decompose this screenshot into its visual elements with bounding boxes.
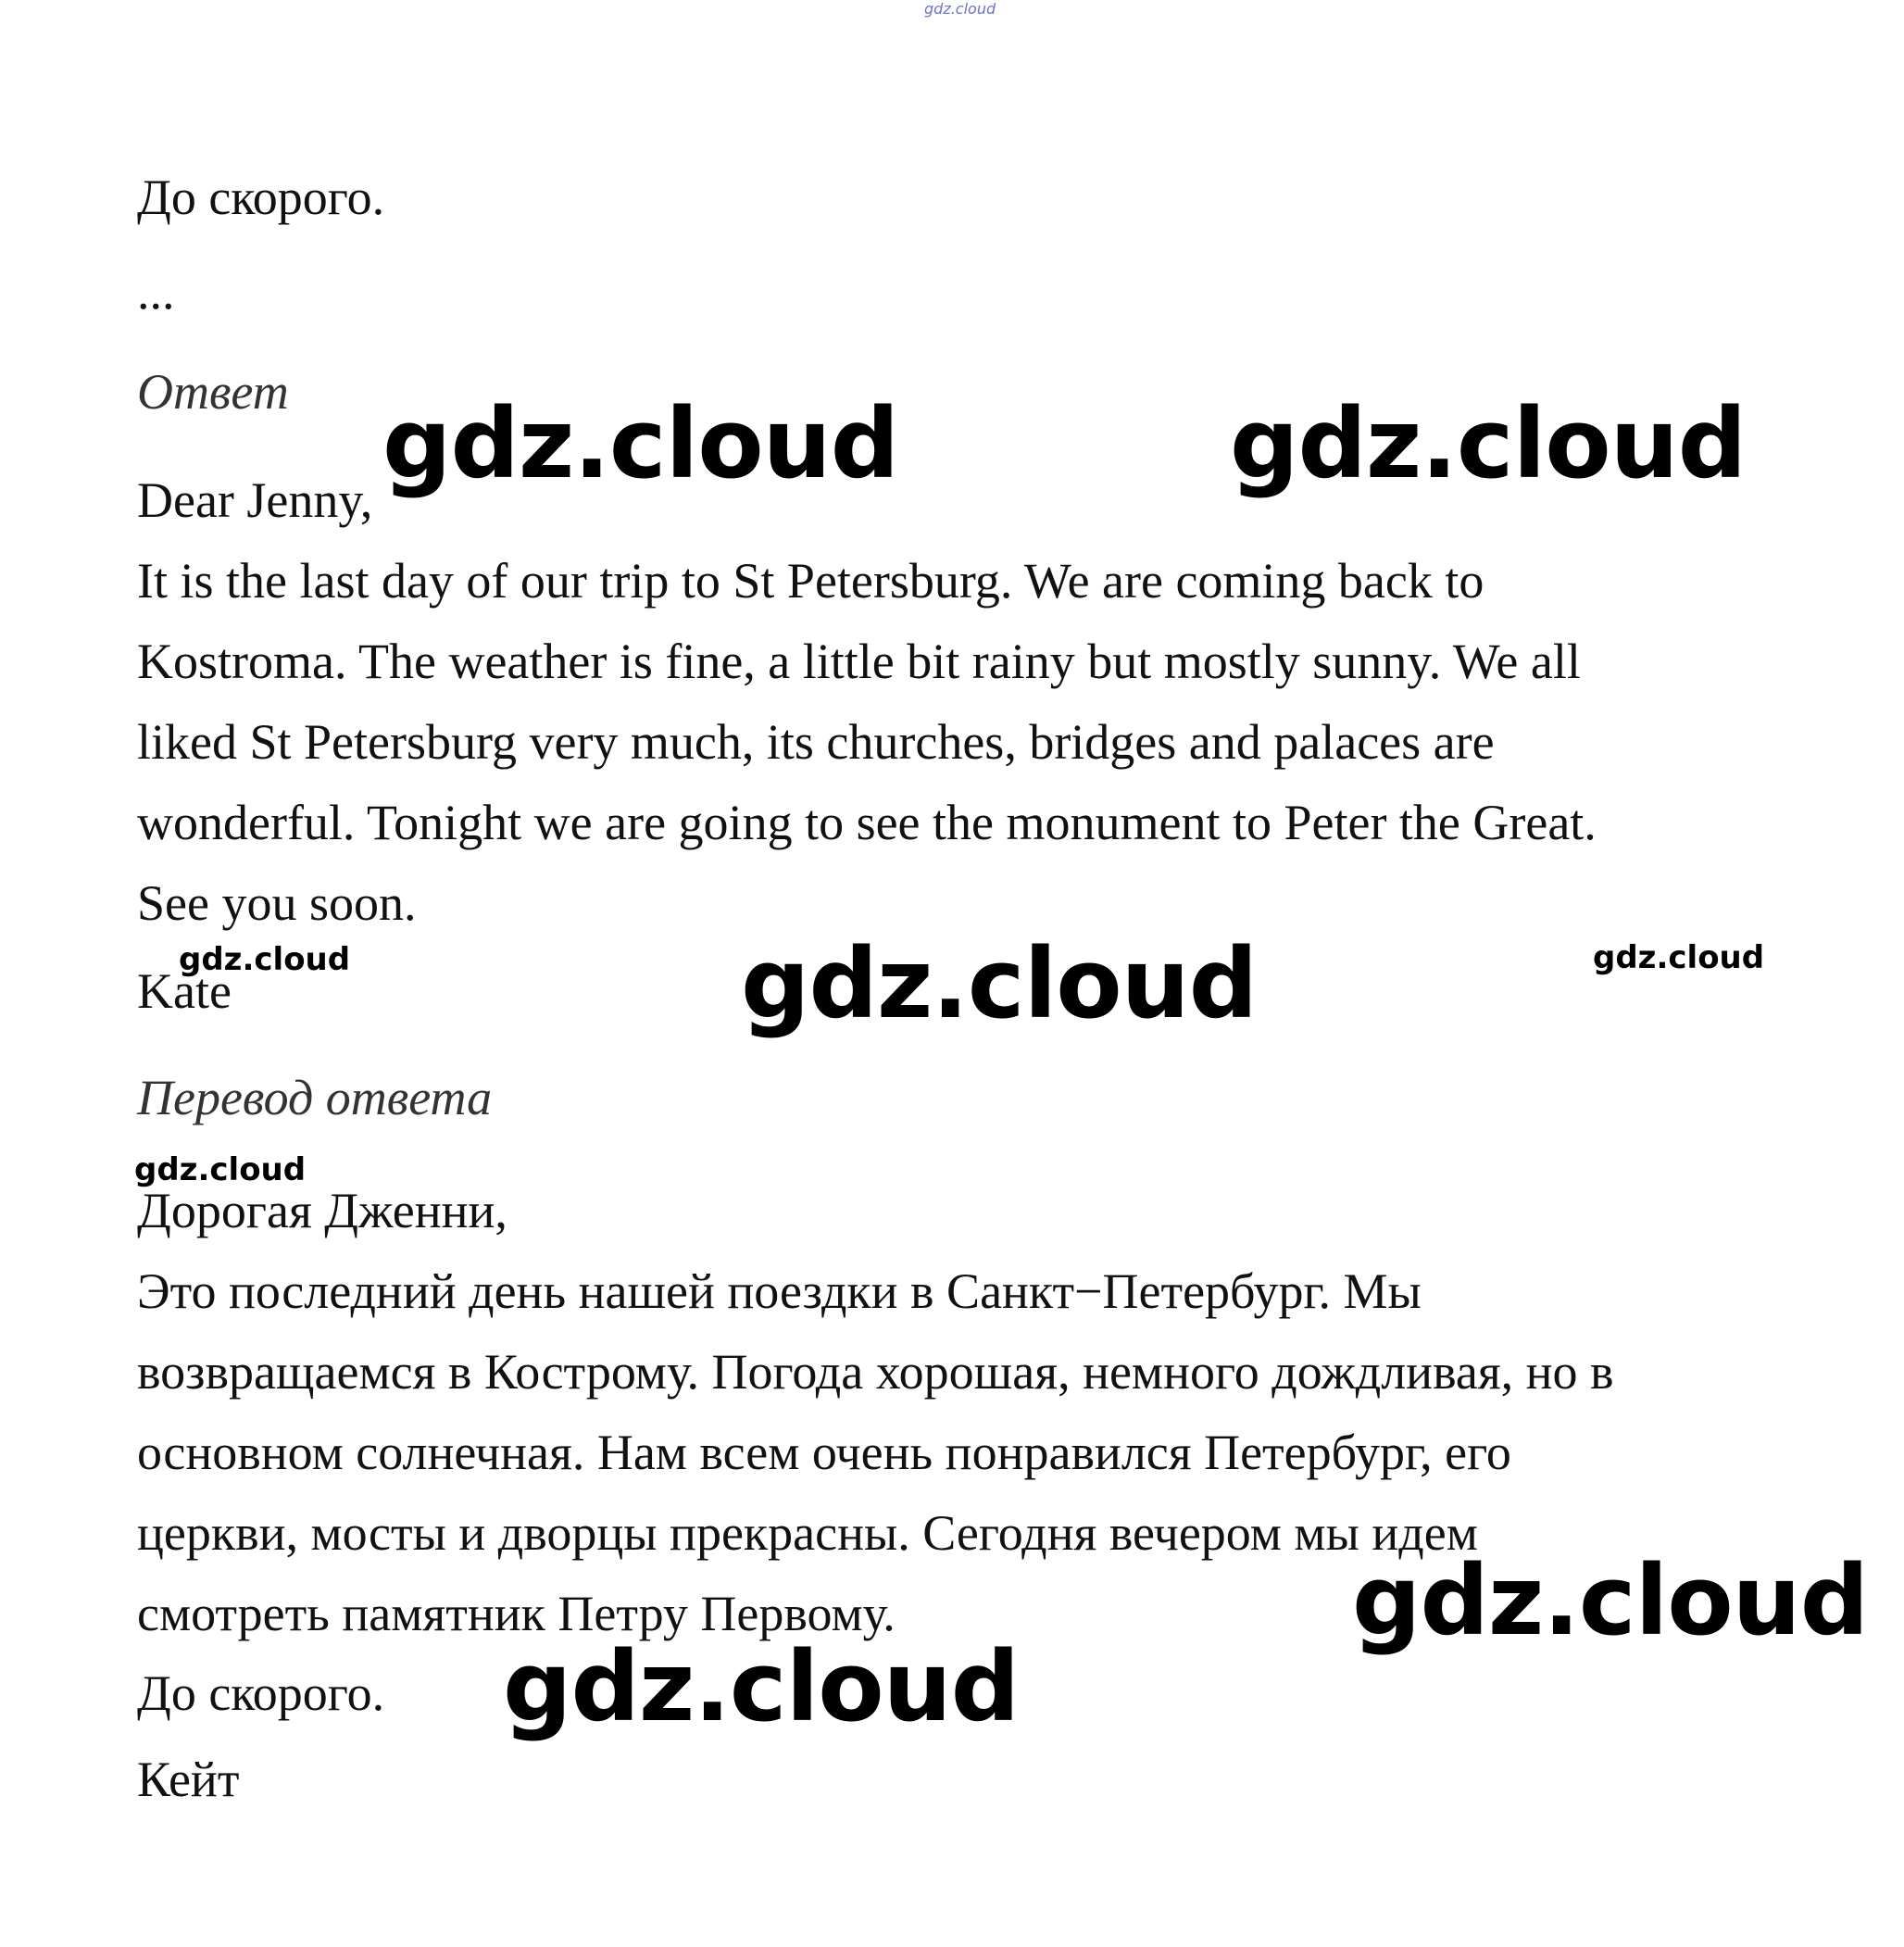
watermark: gdz.cloud bbox=[134, 1151, 307, 1188]
translation-line: смотреть памятник Петру Первому. bbox=[137, 1586, 896, 1641]
translation-closing: До скорого. bbox=[137, 1665, 385, 1721]
translation-line: церкви, мосты и дворцы прекрасны. Сегодня вечером мы идем bbox=[137, 1505, 1478, 1561]
translation-line: возвращаемся в Кострому. Погода хорошая, немного дождливая, но в bbox=[137, 1344, 1614, 1400]
answer-heading: Ответ bbox=[137, 364, 289, 420]
answer-line: Kostroma. The weather is fine, a little bit rainy but mostly sunny. We all bbox=[137, 634, 1581, 689]
answer-signature: Kate bbox=[137, 963, 232, 1019]
answer-line: It is the last day of our trip to St Petersburg. We are coming back to bbox=[137, 553, 1484, 609]
answer-line: liked St Petersburg very much, its churches, bridges and palaces are bbox=[137, 714, 1495, 770]
translation-line: основном солнечная. Нам всем очень понравился Петербург, его bbox=[137, 1425, 1511, 1480]
watermark: gdz.cloud bbox=[741, 927, 1258, 1040]
translation-greeting: Дорогая Дженни, bbox=[137, 1183, 507, 1238]
translation-heading: Перевод ответа bbox=[137, 1070, 493, 1125]
watermark: gdz.cloud bbox=[382, 387, 899, 500]
intro-closing: До скорого. bbox=[137, 170, 385, 225]
translation-line: Это последний день нашей поездки в Санкт−Петербург. Мы bbox=[137, 1263, 1422, 1319]
watermark: gdz.cloud bbox=[1593, 939, 1765, 976]
watermark: gdz.cloud bbox=[1230, 387, 1747, 500]
answer-line: wonderful. Tonight we are going to see the monument to Peter the Great. bbox=[137, 795, 1597, 850]
translation-signature: Кейт bbox=[137, 1752, 240, 1807]
watermark: gdz.cloud bbox=[1352, 1544, 1869, 1657]
answer-line: See you soon. bbox=[137, 875, 417, 931]
source-link[interactable]: gdz.cloud bbox=[924, 0, 996, 18]
watermark: gdz.cloud bbox=[179, 941, 351, 978]
answer-greeting: Dear Jenny, bbox=[137, 472, 373, 528]
intro-ellipsis: ... bbox=[137, 264, 175, 320]
watermark: gdz.cloud bbox=[503, 1630, 1020, 1743]
